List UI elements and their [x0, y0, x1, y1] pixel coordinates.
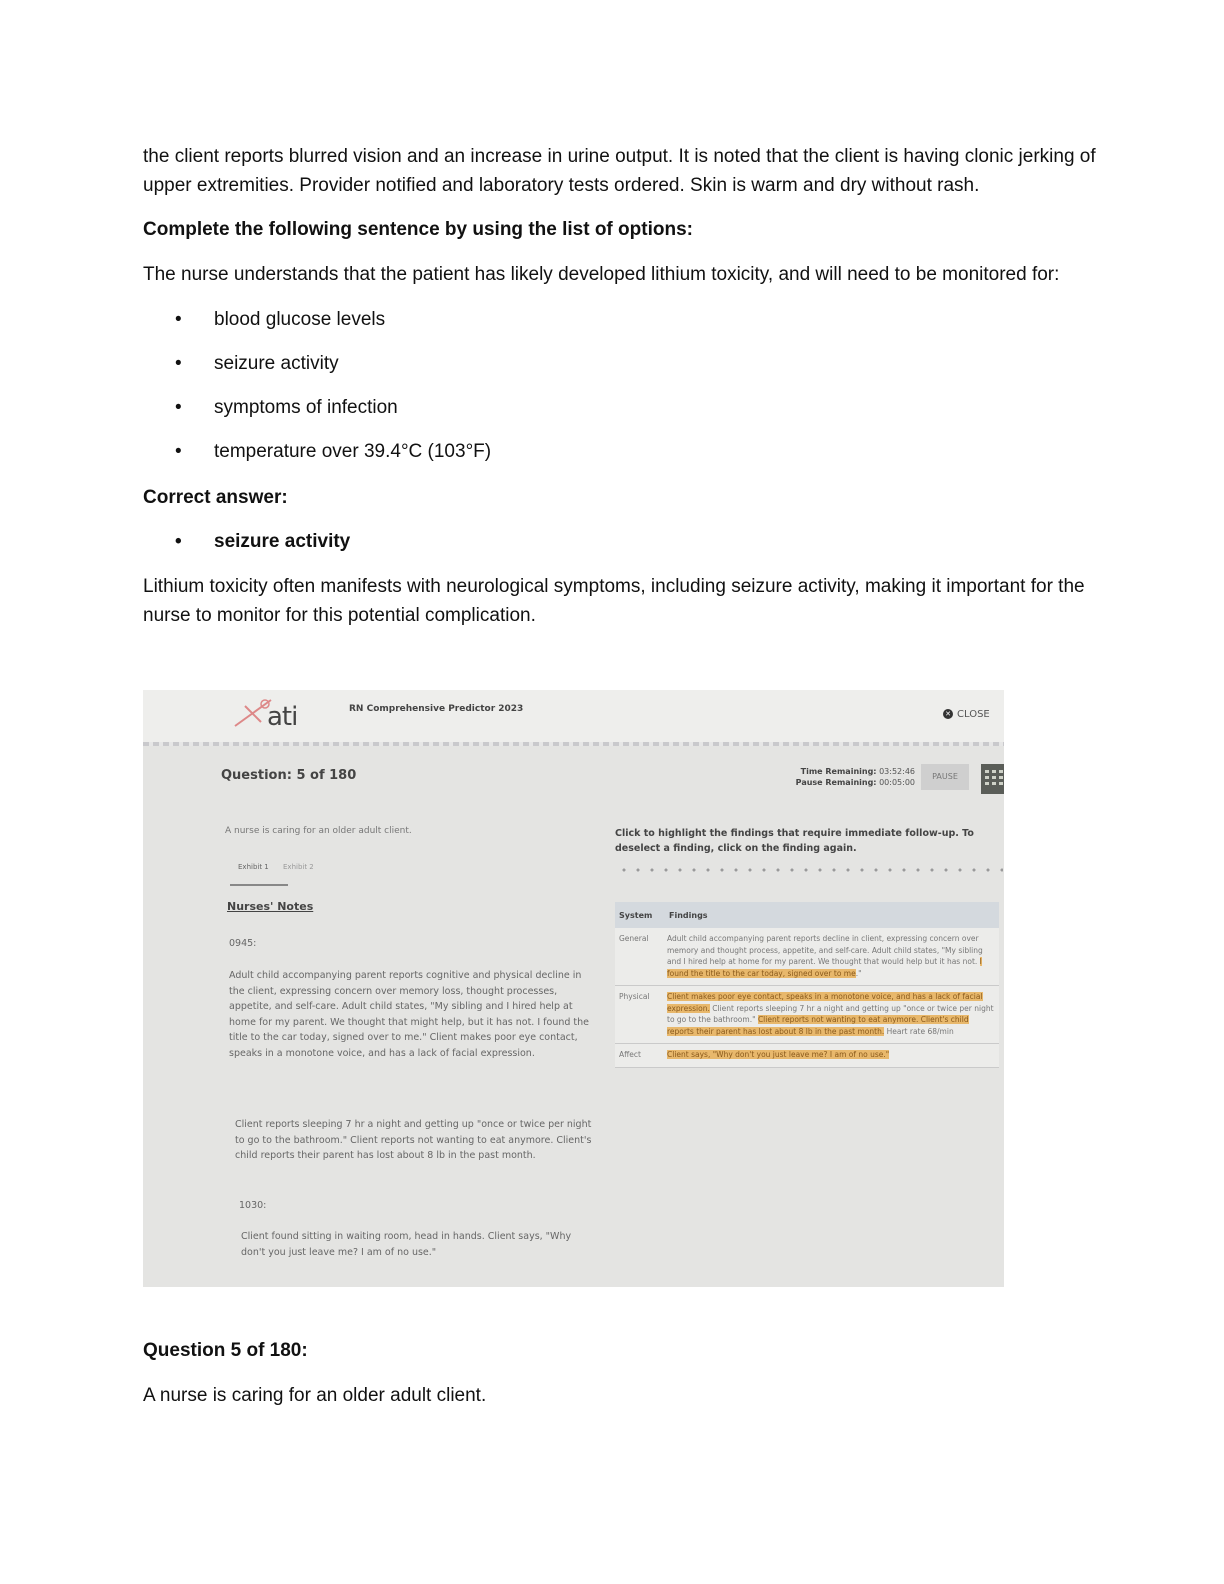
calculator-icon[interactable] — [981, 764, 1004, 794]
table-row[interactable]: General Adult child accompanying parent reports decline in client, expressing concern over memory and thought process, appetite, and self-care. Adult child states, "My sibling and I hired help at home for my parent. We thought that would help but it has not. I found the title to the car today, signed over to me." — [615, 928, 999, 986]
tab-exhibit-2[interactable]: Exhibit 2 — [283, 863, 314, 871]
highlighted-finding[interactable]: I found the title to the car today, signed over to me — [667, 957, 982, 978]
pause-remaining: 00:05:00 — [879, 778, 915, 787]
options-list — [143, 305, 1043, 481]
exam-title: RN Comprehensive Predictor 2023 — [349, 704, 524, 714]
tab-exhibit-1[interactable]: Exhibit 1 — [238, 863, 269, 871]
question-counter: Question: 5 of 180 — [221, 768, 357, 783]
time-remaining: 03:52:46 — [879, 767, 915, 776]
highlighted-finding[interactable]: Client makes poor eye contact, speaks in a monotone voice, and has a lack of facial expression. — [667, 992, 983, 1013]
highlighted-finding[interactable]: Client reports not wanting to eat anymore. Client's child reports their parent has lost about 8 lb in the past month. — [667, 1015, 969, 1036]
question-text: A nurse is caring for an older adult client. — [143, 1385, 487, 1406]
exam-screenshot — [143, 690, 1004, 1287]
header-divider — [143, 742, 1004, 746]
note-time-0945: 0945: — [229, 938, 257, 949]
list-item: • symptoms of infection — [175, 397, 398, 418]
timer-readout: Time Remaining: 03:52:46 Pause Remaining: 00:05:00 — [795, 767, 915, 787]
note-time-1030: 1030: — [239, 1200, 267, 1211]
highlight-instruction: Click to highlight the findings that require immediate follow-up. To deselect a finding, click on the finding again. — [615, 828, 974, 854]
prompt-paragraph: The nurse understands that the patient has likely developed lithium toxicity, and will need to be monitored for: — [143, 264, 1060, 285]
ati-logo: ati — [267, 702, 298, 732]
close-icon: ✕ — [943, 709, 953, 719]
list-item: • blood glucose levels — [175, 309, 386, 330]
dotted-divider — [617, 868, 1003, 872]
intro-paragraph: the client reports blurred vision and an increase in urine output. It is noted that the client is having clonic jerking of upper extremities. Provider notified and laboratory tests ordered. Skin is warm and dry without rash. — [143, 146, 1096, 196]
note-paragraph-1: Adult child accompanying parent reports cognitive and physical decline in the client, expressing concern over memory loss, thought processes, appetite, and self-care. Adult child states, "My sibling and I hired help at home for my parent. We thought that might help, but it has not. I found the title to the car today, signed over to me." Client makes poor eye contact, speaks in a monotone voice, and has a lack of facial expression. — [229, 970, 590, 1059]
highlighted-finding[interactable]: Client says, "Why don't you just leave me? I am of no use." — [667, 1050, 890, 1059]
table-row[interactable]: Affect Client says, "Why don't you just leave me? I am of no use." — [615, 1044, 999, 1068]
correct-answer-heading: Correct answer: — [143, 487, 288, 508]
correct-answer-item: • seizure activity — [175, 531, 351, 552]
table-header: System Findings — [615, 902, 999, 928]
active-tab-indicator — [230, 884, 288, 886]
note-paragraph-3: Client found sitting in waiting room, head in hands. Client says, "Why don't you just leave me? I am of no use." — [241, 1231, 572, 1258]
close-button[interactable]: ✕ CLOSE — [943, 709, 990, 720]
list-item: • seizure activity — [175, 353, 339, 374]
instruction-heading: Complete the following sentence by using the list of options: — [143, 219, 693, 240]
rationale-paragraph: Lithium toxicity often manifests with neurological symptoms, including seizure activity, making it important for the nurse to monitor for this potential complication. — [143, 576, 1085, 626]
list-item: • temperature over 39.4°C (103°F) — [175, 441, 492, 462]
nurses-notes-title: Nurses' Notes — [227, 900, 314, 913]
question-heading: Question 5 of 180: — [143, 1340, 308, 1361]
question-stem: A nurse is caring for an older adult client. — [225, 826, 412, 836]
pause-button[interactable]: PAUSE — [921, 764, 969, 790]
table-row[interactable]: Physical Client makes poor eye contact, speaks in a monotone voice, and has a lack of facial expression. Client reports sleeping 7 hr a night and getting up "once or twice per night to go to the bathroom." Client reports not wanting to eat anymore. Client's child reports their parent has lost about 8 lb in the past month. Heart rate 68/min — [615, 986, 999, 1044]
note-paragraph-2: Client reports sleeping 7 hr a night and getting up "once or twice per night to go to the bathroom." Client reports not wanting to eat anymore. Client's child reports their parent has lost about 8 lb in the past month. — [235, 1119, 592, 1161]
findings-table — [615, 902, 999, 1068]
correct-answer-list — [143, 527, 1043, 571]
